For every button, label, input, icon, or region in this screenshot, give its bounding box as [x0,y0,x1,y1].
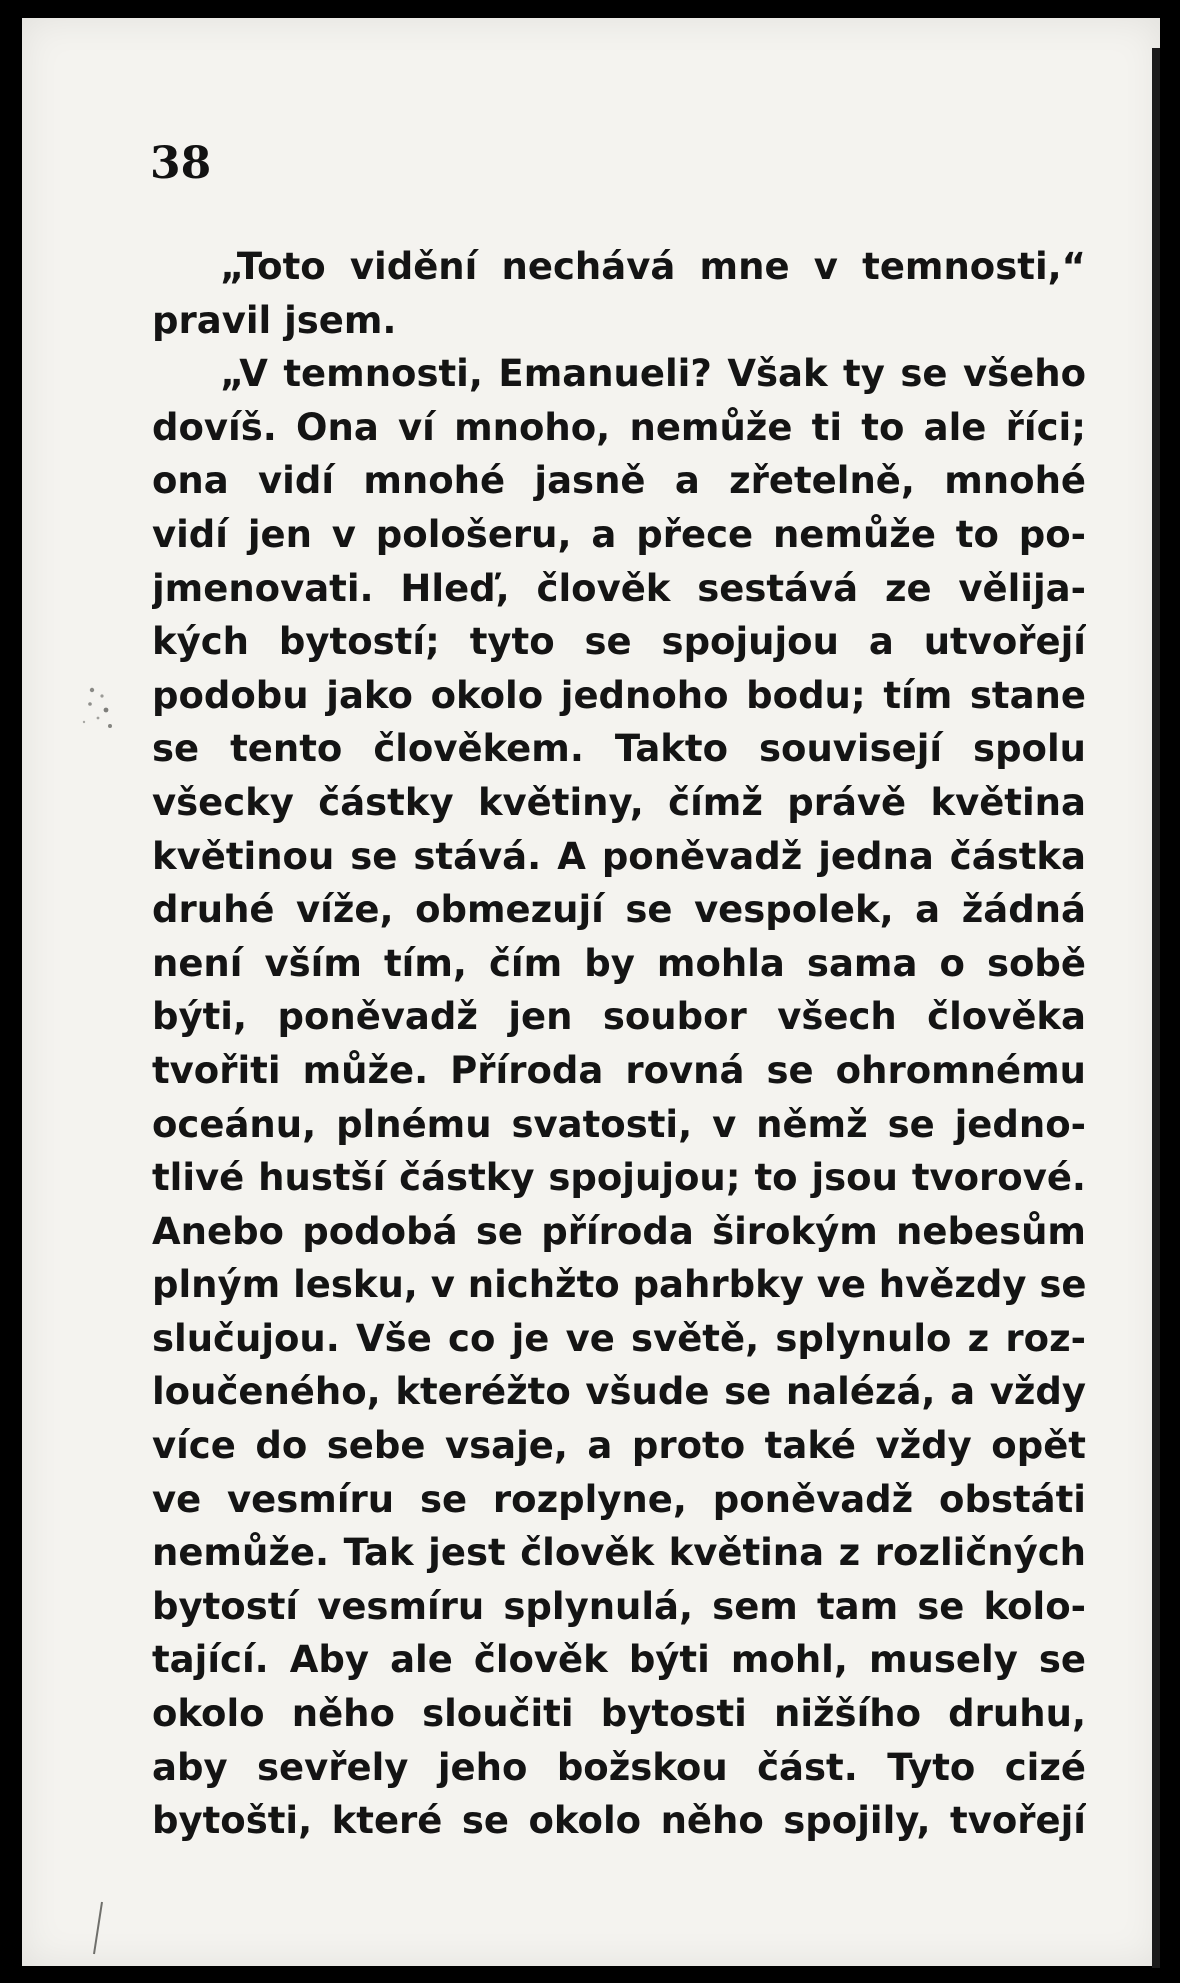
text-line: Anebo podobá se příroda širokým nebesům [152,1209,1086,1253]
margin-pencil-mark [84,1898,114,1958]
text-line: plným lesku, v nichžto pahrbky ve hvězdy se [152,1263,1086,1307]
text-line: se tento člověkem. Takto souvisejí spolu [152,727,1086,771]
page-number: 38 [150,138,212,189]
text-line: nemůže. Tak jest člověk květina z rozličných [152,1531,1086,1575]
page-edge-shadow [1152,48,1160,1968]
text-line: tlivé hustší částky spojujou; to jsou tvorové. [152,1156,1086,1200]
text-line: více do sebe vsaje, a proto také vždy opět [152,1424,1086,1468]
text-line: tvořiti může. Příroda rovná se ohromnému [152,1048,1086,1092]
text-line: bytošti, které se okolo něho spojily, tvořejí [152,1799,1086,1843]
text-line: dovíš. Ona ví mnoho, nemůže ti to ale říci; [152,405,1086,449]
ink-specks-decoration [62,678,142,758]
text-line: okolo něho sloučiti bytosti nižšího druhu, [152,1692,1086,1736]
text-line: ona vidí mnohé jasně a zřetelně, mnohé [152,459,1086,503]
text-line: bytostí vesmíru splynulá, sem tam se kolo- [152,1584,1086,1628]
text-line: tající. Aby ale člověk býti mohl, musely se [152,1638,1086,1682]
text-line: květinou se stává. A poněvadž jedna částka [152,834,1086,878]
text-line: podobu jako okolo jednoho bodu; tím stane [152,673,1086,717]
text-line: všecky částky květiny, čímž právě květina [152,780,1086,824]
body-text [152,240,1086,1848]
text-line: není vším tím, čím by mohla sama o sobě [152,941,1086,985]
text-line: oceánu, plnému svatosti, v němž se jedno- [152,1102,1086,1146]
text-line: „Toto vidění nechává mne v temnosti,“ [220,245,1086,288]
text-line: druhé víže, obmezují se vespolek, a žádná [152,888,1086,932]
text-line: „V temnosti, Emanueli? Však ty se všeho [220,352,1086,396]
text-line: pravil jsem. [152,298,397,342]
text-line: býti, poněvadž jen soubor všech člověka [152,995,1086,1039]
book-page [22,18,1160,1966]
text-line: kých bytostí; tyto se spojujou a utvořejí [152,620,1086,664]
text-line: jmenovati. Hleď, člověk sestává ze vělija- [152,566,1086,610]
text-line: vidí jen v pološeru, a přece nemůže to po- [152,512,1086,556]
text-line: slučujou. Vše co je ve světě, splynulo z roz- [152,1316,1086,1360]
text-line: ve vesmíru se rozplyne, poněvadž obstáti [152,1477,1086,1521]
text-line: aby sevřely jeho božskou část. Tyto cizé [152,1745,1086,1789]
text-line: loučeného, kteréžto všude se nalézá, a vždy [152,1370,1086,1414]
